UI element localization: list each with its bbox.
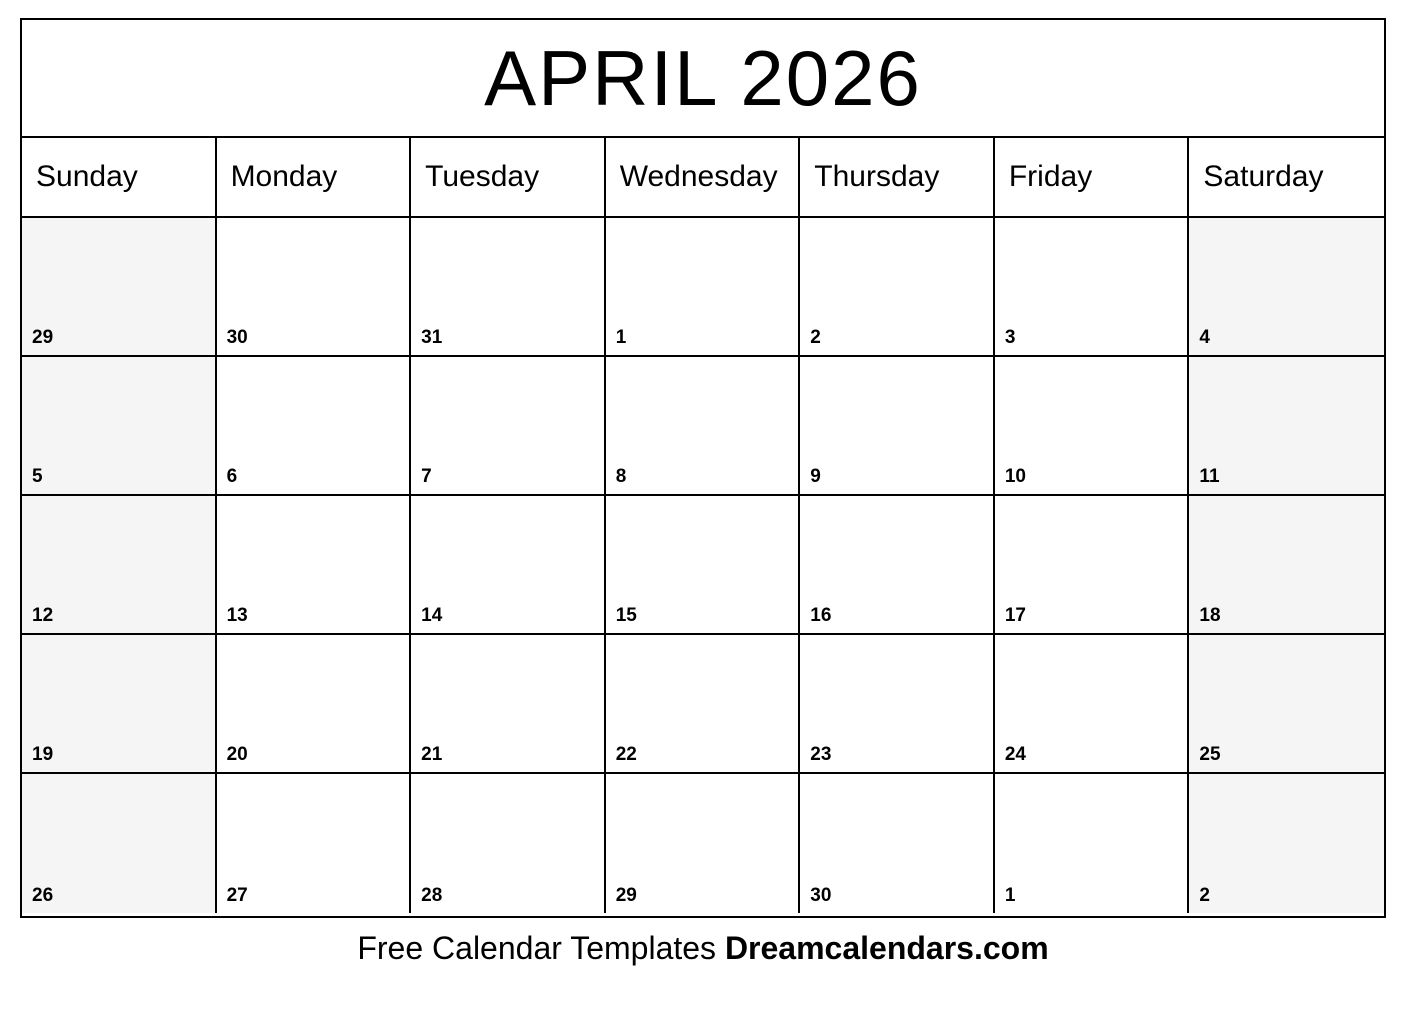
- day-number: 21: [421, 744, 443, 765]
- day-number: 15: [615, 605, 637, 626]
- weekday-header-wednesday: [606, 138, 801, 218]
- day-number: 18: [1199, 605, 1221, 626]
- day-cell[interactable]: [1189, 357, 1384, 496]
- weekday-header-friday: [995, 138, 1190, 218]
- day-number: 22: [615, 744, 637, 765]
- day-number: 13: [226, 605, 248, 626]
- day-number: 28: [421, 885, 443, 906]
- day-number: 26: [32, 885, 54, 906]
- weekday-label: Sunday: [36, 160, 138, 193]
- day-cell[interactable]: [217, 635, 412, 774]
- day-cell[interactable]: [995, 774, 1190, 913]
- day-cell[interactable]: [22, 774, 217, 913]
- day-cell[interactable]: [995, 218, 1190, 357]
- day-cell[interactable]: [217, 774, 412, 913]
- day-number: 6: [226, 466, 238, 487]
- day-number: 2: [1199, 885, 1210, 906]
- day-cell[interactable]: [800, 357, 995, 496]
- calendar-frame: [20, 18, 1386, 918]
- weekday-header-saturday: [1189, 138, 1384, 218]
- day-number: 30: [810, 885, 832, 906]
- day-cell[interactable]: [606, 496, 801, 635]
- page-title: APRIL 2026: [484, 34, 922, 122]
- day-number: 10: [1004, 466, 1026, 487]
- day-number: 11: [1199, 466, 1220, 487]
- weekday-label: Saturday: [1203, 160, 1324, 193]
- day-cell[interactable]: [606, 635, 801, 774]
- day-number: 24: [1004, 744, 1026, 765]
- day-cell[interactable]: [995, 357, 1190, 496]
- day-cell[interactable]: [1189, 635, 1384, 774]
- day-number: 19: [32, 744, 54, 765]
- footer-tagline: Free Calendar Templates: [357, 930, 725, 966]
- day-number: 4: [1199, 327, 1210, 348]
- day-number: 17: [1004, 605, 1026, 626]
- weekday-label: Thursday: [814, 160, 940, 193]
- day-number: 7: [421, 466, 432, 487]
- day-number: 2: [810, 327, 821, 348]
- day-number: 5: [32, 466, 43, 487]
- day-number: 8: [615, 466, 627, 487]
- day-number: 31: [421, 327, 443, 348]
- day-cell[interactable]: [995, 496, 1190, 635]
- weekday-label: Friday: [1008, 160, 1093, 193]
- calendar-days-grid: [22, 218, 1384, 913]
- day-number: 20: [226, 744, 248, 765]
- footer-brand-link[interactable]: Dreamcalendars.com: [724, 930, 1049, 966]
- day-cell[interactable]: [800, 635, 995, 774]
- day-cell[interactable]: [1189, 496, 1384, 635]
- weekday-header-monday: [217, 138, 412, 218]
- weekday-header-tuesday: [411, 138, 606, 218]
- day-cell[interactable]: [411, 774, 606, 913]
- day-number: 16: [810, 605, 832, 626]
- day-cell[interactable]: [1189, 218, 1384, 357]
- day-cell[interactable]: [22, 218, 217, 357]
- day-cell[interactable]: [800, 774, 995, 913]
- day-number: 1: [1004, 885, 1016, 906]
- day-number: 29: [32, 327, 54, 348]
- day-number: 23: [810, 744, 832, 765]
- footer: [0, 930, 1406, 967]
- weekday-label: Tuesday: [425, 160, 540, 193]
- day-cell[interactable]: [606, 218, 801, 357]
- day-cell[interactable]: [411, 218, 606, 357]
- weekday-header-thursday: [800, 138, 995, 218]
- day-cell[interactable]: [606, 774, 801, 913]
- day-cell[interactable]: [800, 218, 995, 357]
- day-number: 9: [810, 466, 821, 487]
- day-number: 30: [226, 327, 248, 348]
- weekday-label: Monday: [230, 160, 338, 193]
- day-cell[interactable]: [217, 218, 412, 357]
- weekday-header-sunday: [22, 138, 217, 218]
- day-cell[interactable]: [1189, 774, 1384, 913]
- day-cell[interactable]: [411, 635, 606, 774]
- day-cell[interactable]: [606, 357, 801, 496]
- day-number: 14: [421, 605, 443, 626]
- day-cell[interactable]: [411, 496, 606, 635]
- day-cell[interactable]: [22, 496, 217, 635]
- day-cell[interactable]: [411, 357, 606, 496]
- day-number: 25: [1199, 744, 1221, 765]
- day-number: 27: [226, 885, 248, 906]
- day-number: 3: [1004, 327, 1016, 348]
- day-cell[interactable]: [217, 496, 412, 635]
- day-number: 29: [615, 885, 637, 906]
- calendar-title-bar: [22, 20, 1384, 138]
- weekday-label: Wednesday: [619, 160, 778, 193]
- weekday-header-row: [22, 138, 1384, 218]
- day-cell[interactable]: [800, 496, 995, 635]
- day-number: 1: [615, 327, 627, 348]
- day-cell[interactable]: [217, 357, 412, 496]
- day-cell[interactable]: [995, 635, 1190, 774]
- day-cell[interactable]: [22, 357, 217, 496]
- day-number: 12: [32, 605, 54, 626]
- day-cell[interactable]: [22, 635, 217, 774]
